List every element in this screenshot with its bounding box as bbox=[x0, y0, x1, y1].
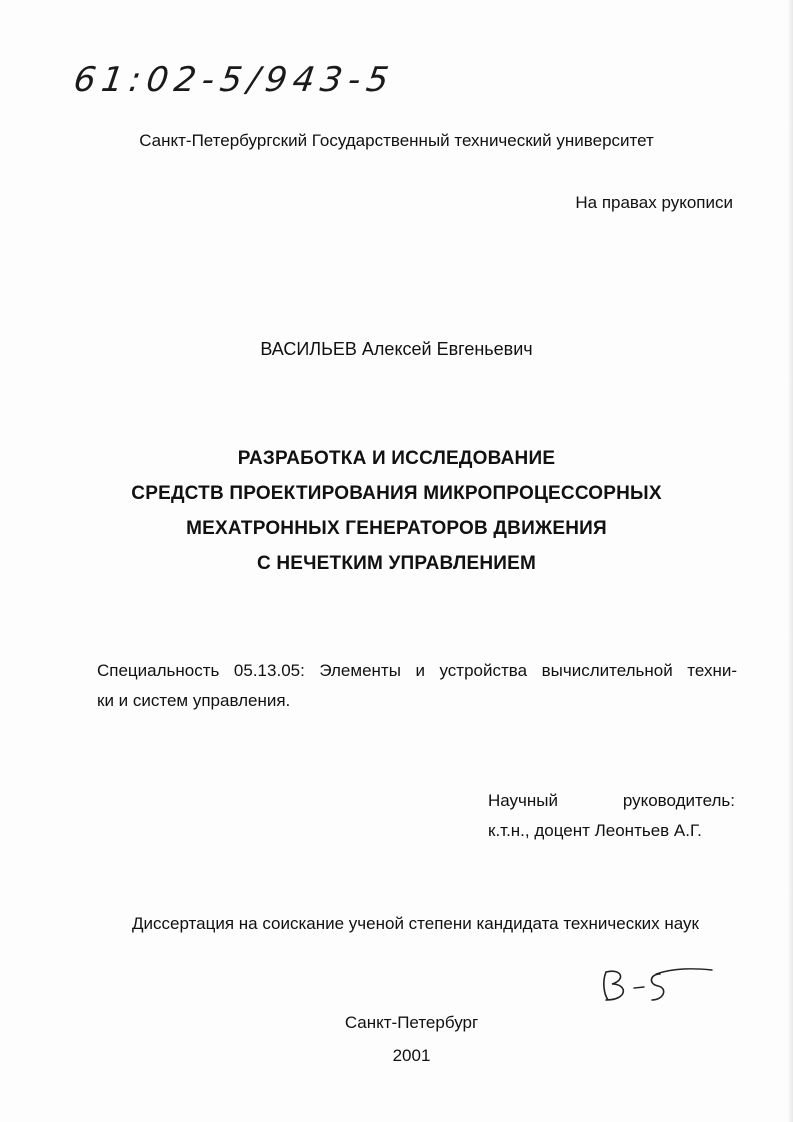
institution-name: Санкт-Петербургский Государственный технический университет bbox=[139, 131, 654, 150]
dissertation-title bbox=[0, 441, 793, 581]
city: Санкт-Петербург bbox=[344, 1013, 479, 1032]
specialty-paragraph bbox=[97, 656, 737, 716]
supervisor-label-word: Научный bbox=[488, 791, 559, 810]
title-line: РАЗРАБОТКА И ИССЛЕДОВАНИЕ bbox=[237, 448, 556, 469]
specialty-line: ки и систем управления. bbox=[97, 691, 291, 710]
supervisor-block bbox=[488, 786, 735, 846]
handwritten-signature bbox=[596, 960, 716, 1010]
supervisor-label bbox=[488, 786, 735, 816]
title-line: С НЕЧЕТКИМ УПРАВЛЕНИЕМ bbox=[256, 553, 537, 574]
title-line: МЕХАТРОННЫХ ГЕНЕРАТОРОВ ДВИЖЕНИЯ bbox=[186, 518, 607, 539]
supervisor-label-word: руководитель: bbox=[622, 791, 735, 810]
author-name: ВАСИЛЬЕВ Алексей Евгеньевич bbox=[260, 339, 533, 359]
year: 2001 bbox=[392, 1046, 431, 1065]
specialty-line: Специальность 05.13.05: Элементы и устройства вычислительной техни- bbox=[97, 661, 737, 680]
supervisor-name: к.т.н., доцент Леонтьев А.Г. bbox=[488, 821, 702, 840]
handwritten-archive-number: 61:02-5/943-5 bbox=[71, 60, 397, 100]
title-line: СРЕДСТВ ПРОЕКТИРОВАНИЯ МИКРОПРОЦЕССОРНЫХ bbox=[131, 483, 662, 504]
dissertation-degree-note: Диссертация на соискание ученой степени кандидата технических наук bbox=[132, 914, 699, 933]
rights-note: На правах рукописи bbox=[575, 193, 733, 212]
